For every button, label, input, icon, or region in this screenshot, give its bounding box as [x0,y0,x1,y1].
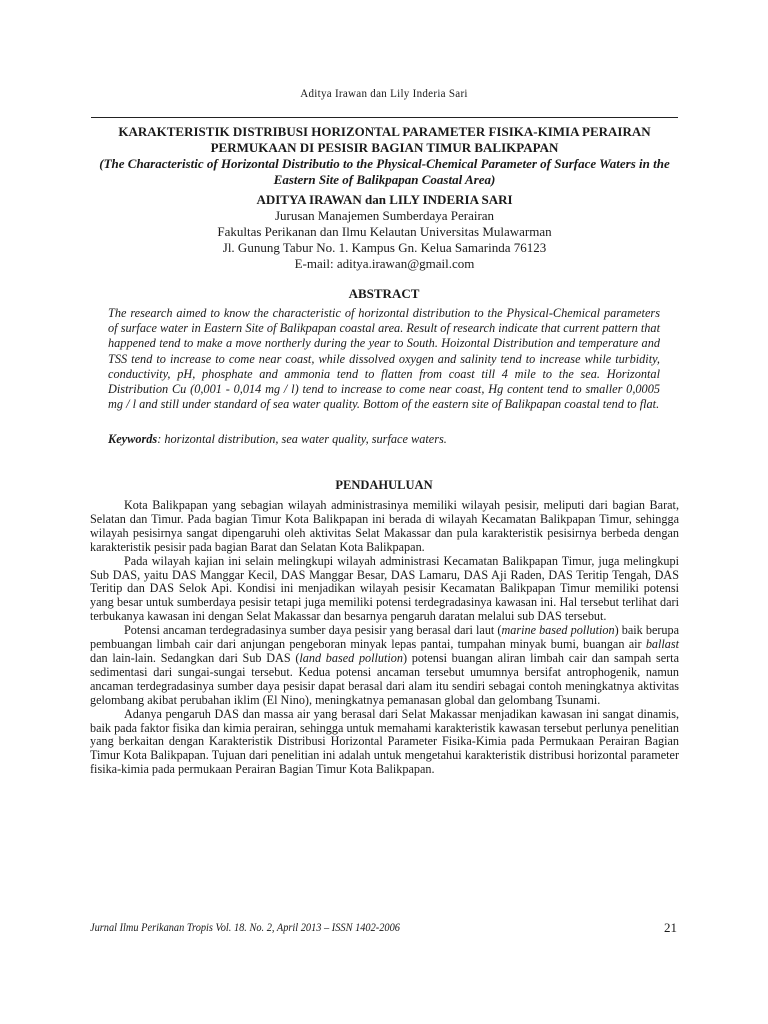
paragraph-3-term-marine: marine based pollution [501,623,615,638]
title-block [91,124,678,272]
article-subtitle: (The Characteristic of Horizontal Distributio to the Physical-Chemical Parameter of Surface Waters in the Eastern Site of Balikpapan Coastal Area) [99,156,670,187]
page-number: 21 [664,920,677,935]
abstract-text: The research aimed to know the characteristic of horizontal distribution to the Physical-Chemical parameters of surface water in Eastern Site of Balikpapan coastal area. Result of research indicate that current pattern that happened tend to make a move northerly during the year to South. Hoizontal Distribution and temperature and TSS tend to increase to come near coast, while dissolved oxygen and salinity tend to increase while turbidity, conductivity, pH, phosphate and ammonia tend to flatten from coast till 4 mile to the sea. Horizontal Distribution Cu (0,001 - 0,014 mg / l) tend to increase to come near coast, Hg content tend to smaller 0,0005 mg / l and still under standard of sea water quality. Bottom of the eastern site of Balikpapan coastal tend to flat. [108,306,660,412]
running-head: Aditya Irawan dan Lily Inderia Sari [300,86,468,100]
paragraph-3-part-e: dan lain-lain. Sedangkan dari Sub DAS ( [90,650,300,665]
article-title: KARAKTERISTIK DISTRIBUSI HORIZONTAL PARAMETER FISIKA-KIMIA PERAIRAN PERMUKAAN DI PESISIR BAGIAN TIMUR BALIKPAPAN [118,124,651,155]
paragraph-3-term-ballast: ballast [645,637,679,652]
affiliation-faculty: Fakultas Perikanan dan Ilmu Kelautan Universitas Mulawarman [217,224,552,239]
abstract-heading: ABSTRACT [348,286,420,301]
footer-journal-info: Jurnal Ilmu Perikanan Tropis Vol. 18. No. 2, April 2013 – ISSN 1402-2006 [90,922,400,934]
paragraph-3-part-a: Potensi ancaman terdegradasinya sumber daya pesisir yang berasal dari laut ( [124,623,502,638]
keywords-label: Keywords [108,432,158,446]
section-heading-pendahuluan: PENDAHULUAN [335,478,433,492]
paragraph-2: Pada wilayah kajian ini selain melingkupi wilayah administrasi Kecamatan Balikpapan Timur, juga melingkupi Sub DAS, yaitu DAS Manggar Kecil, DAS Manggar Besar, DAS Lamaru, DAS Aji Raden, DAS Teritip Tengah, DAS Teritip dan DAS Selok Api. Kondisi ini menjadikan wilayah pesisir Kecamatan Balikpapan Timur memiliki potensi yang besar untuk sumberdaya pesisir tetapi juga memiliki potensi terdegradasinya kawasan ini. Hal tersebut terlihat dari terbukanya kawasan ini dengan Selat Makassar dan besarnya pengaruh daratan melalui sub DAS tersebut. [90,553,679,624]
header-rule [91,117,678,118]
paragraph-4: Adanya pengaruh DAS dan massa air yang berasal dari Selat Makassar menjadikan kawasan ini sangat dinamis, baik pada faktor fisika dan kimia perairan, sehingga untuk memahami karakteristik kawasan tersebut perlunya penelitian yang berkaitan dengan Karakteristik Distribusi Horizontal Parameter Fisika-Kimia pada Permukaan Perairan Bagian Timur Kota Balikpapan. Tujuan dari penelitian ini adalah untuk mengetahui karakteristik distribusi horizontal parameter fisika-kimia pada permukaan Perairan Bagian Timur Kota Balikpapan. [90,706,679,777]
article-authors: ADITYA IRAWAN dan LILY INDERIA SARI [256,192,513,207]
paragraph-3-term-land: land based pollution [299,650,403,665]
paragraph-3-part-g: ) potensi buangan aliran limbah cair dan sampah serta sedimentasi dari sungai-sungai tersebut. Kedua potensi ancaman tersebut umumnya bersifat antrophogenik, namun ancaman terdegradasinya sumber daya pesisir dapat berasal dari alam itu sendiri sebagai contoh meningkatnya aktivitas gelombang akibat perubahan iklim (El Nino), meningkatnya pemanasan global dan gelombang Tsunami. [90,650,679,707]
paragraph-3-part-c: ) baik berupa pembuangan limbah cair dari anjungan pengeboran minyak lepas pantai, tumpahan minyak bumi, buangan air [90,623,680,652]
introduction-body [90,499,679,777]
paragraph-3 [90,624,679,707]
keywords [108,432,660,447]
affiliation-address: Jl. Gunung Tabur No. 1. Kampus Gn. Kelua Samarinda 76123 [222,240,547,255]
keywords-text: : horizontal distribution, sea water quality, surface waters. [157,432,447,446]
paragraph-1: Kota Balikpapan yang sebagian wilayah administrasinya memiliki wilayah pesisir, meliputi dari bagian Barat, Selatan dan Timur. Pada bagian Timur Kota Balikpapan ini berada di wilayah Kecamatan Balikpapan Timur, sehingga wilayah pesisirnya sangat dipengaruhi oleh aktivitas Selat Makassar dan pula karakteristik pesisirnya berbeda dengan karakteristik pesisir pada bagian Barat dan Selatan Kota Balikpapan. [90,498,679,554]
affiliation-email: E-mail: aditya.irawan@gmail.com [294,256,475,271]
affiliation-department: Jurusan Manajemen Sumberdaya Perairan [274,208,495,223]
